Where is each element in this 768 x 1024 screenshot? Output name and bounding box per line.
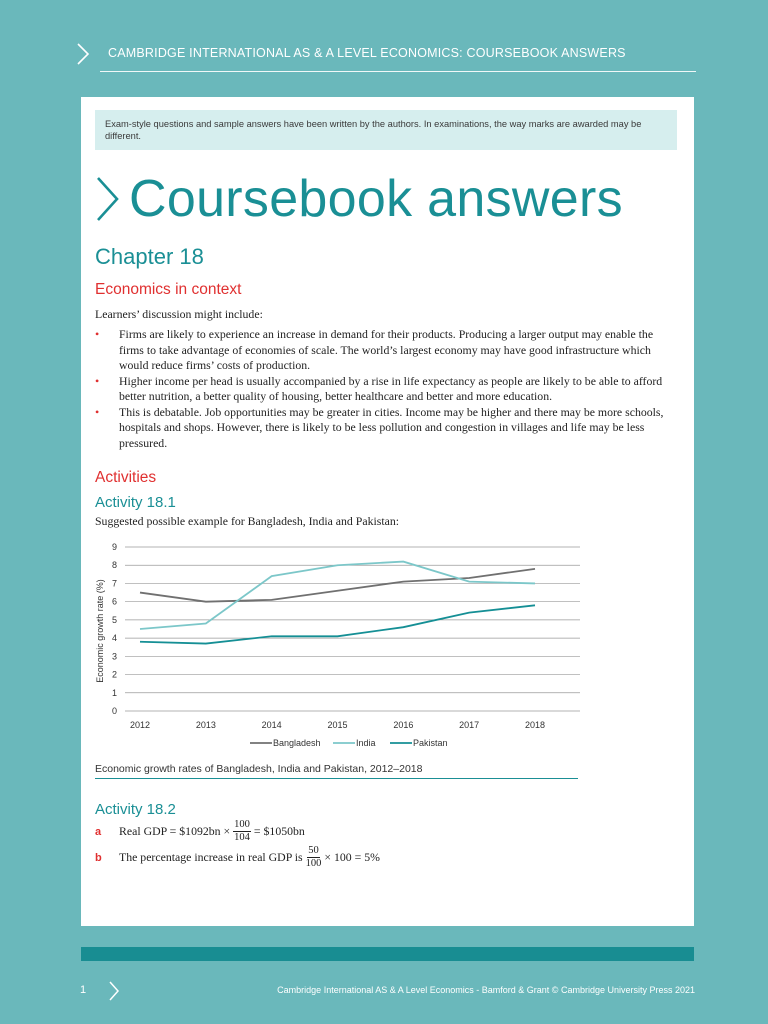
header-title: CAMBRIDGE INTERNATIONAL AS & A LEVEL ECONOMICS: COURSEBOOK ANSWERS <box>108 46 626 60</box>
x-tick-label: 2017 <box>459 720 480 730</box>
activities-heading: Activities <box>95 469 157 486</box>
answer-a-text-2: = $1050bn <box>253 824 305 838</box>
x-tick-label: 2013 <box>195 720 216 730</box>
bullet-icon: • <box>95 404 100 419</box>
fraction-denominator: 104 <box>234 832 250 843</box>
y-tick-label: 7 <box>111 578 117 589</box>
chevron-right-icon <box>108 980 120 1002</box>
y-tick-label: 9 <box>111 542 117 552</box>
bullet-icon: • <box>95 373 100 388</box>
series-line-bangladesh <box>140 569 535 602</box>
y-tick-label: 2 <box>111 669 117 680</box>
fraction-numerator: 50 <box>308 845 319 856</box>
answer-a-text-1: Real GDP = $1092bn × <box>119 824 231 838</box>
chevron-right-icon <box>95 175 121 223</box>
header-rule <box>100 71 696 72</box>
chevron-right-icon <box>76 42 90 66</box>
context-bullets <box>95 327 675 451</box>
activity-18-1-intro: Suggested possible example for Bangladesh, India and Pakistan: <box>95 514 400 528</box>
answer-b-label: b <box>95 851 102 864</box>
page-number: 1 <box>80 984 87 996</box>
answer-b <box>95 845 380 870</box>
caption-rule <box>95 778 578 779</box>
bullet-text: Firms are likely to experience an increase in demand for their products. Producing a larger output may enable the firms to take advantage of economies of scale. The world’s largest economy may have good infrastructure which would reduce firms’ costs of production. <box>119 327 654 372</box>
x-tick-label: 2012 <box>129 720 151 730</box>
activity-18-2-heading: Activity 18.2 <box>95 801 176 818</box>
series-line-india <box>140 562 535 629</box>
list-item <box>95 374 675 405</box>
activity-18-1-heading: Activity 18.1 <box>95 494 176 511</box>
legend-label-pakistan: Pakistan <box>413 738 448 748</box>
x-tick-label: 2015 <box>327 720 348 730</box>
page-body <box>81 97 694 926</box>
legend-label-india: India <box>356 738 376 748</box>
y-tick-label: 4 <box>111 633 117 644</box>
context-intro: Learners’ discussion might include: <box>95 307 263 321</box>
answer-b-text-2: × 100 = 5% <box>324 850 380 864</box>
fraction <box>233 819 251 844</box>
y-tick-label: 6 <box>111 596 117 607</box>
y-tick-label: 8 <box>111 560 117 571</box>
chart-caption: Economic growth rates of Bangladesh, India and Pakistan, 2012–2018 <box>95 763 423 775</box>
bullet-icon: • <box>95 327 100 341</box>
bullet-text: This is debatable. Job opportunities may be greater in cities. Income may be higher and there may be more schools, hospitals and shops. However, there is likely to be less pollution and congestion in villages and life may be less pressured. <box>119 404 664 450</box>
list-item <box>95 405 675 452</box>
x-tick-label: 2018 <box>524 720 546 730</box>
main-title <box>95 167 623 231</box>
bullet-text: Higher income per head is usually accompanied by a rise in life expectancy as people are likely to be able to afford better nutrition, a better quality of housing, better healthcare and better and more education. <box>119 373 663 403</box>
x-tick-label: 2014 <box>261 720 282 730</box>
legend-label-bangladesh: Bangladesh <box>273 738 321 748</box>
y-tick-label: 3 <box>111 651 117 662</box>
main-title-text: Coursebook answers <box>129 170 623 228</box>
y-tick-label: 1 <box>111 687 117 698</box>
y-tick-label: 0 <box>111 706 117 716</box>
running-header <box>0 0 768 75</box>
growth-rate-chart <box>95 537 595 762</box>
y-axis-label: Economic growth rate (%) <box>95 579 105 683</box>
chapter-heading: Chapter 18 <box>95 244 204 269</box>
fraction-denominator: 100 <box>305 858 322 869</box>
fraction <box>306 845 322 870</box>
y-tick-label: 5 <box>111 614 117 625</box>
answer-b-text-1: The percentage increase in real GDP is <box>119 850 303 864</box>
list-item <box>95 327 675 374</box>
x-tick-label: 2016 <box>393 720 414 730</box>
answer-a <box>95 819 305 844</box>
fraction-numerator: 100 <box>234 819 250 830</box>
answer-a-label: a <box>95 825 102 838</box>
economics-in-context-heading: Economics in context <box>95 281 242 298</box>
exam-notice: Exam-style questions and sample answers have been written by the authors. In examinations, the way marks are awarded may be different. <box>95 110 677 150</box>
footer-band <box>81 947 694 961</box>
footer-copyright: Cambridge International AS & A Level Economics - Bamford & Grant © Cambridge University Press 2021 <box>277 985 695 995</box>
